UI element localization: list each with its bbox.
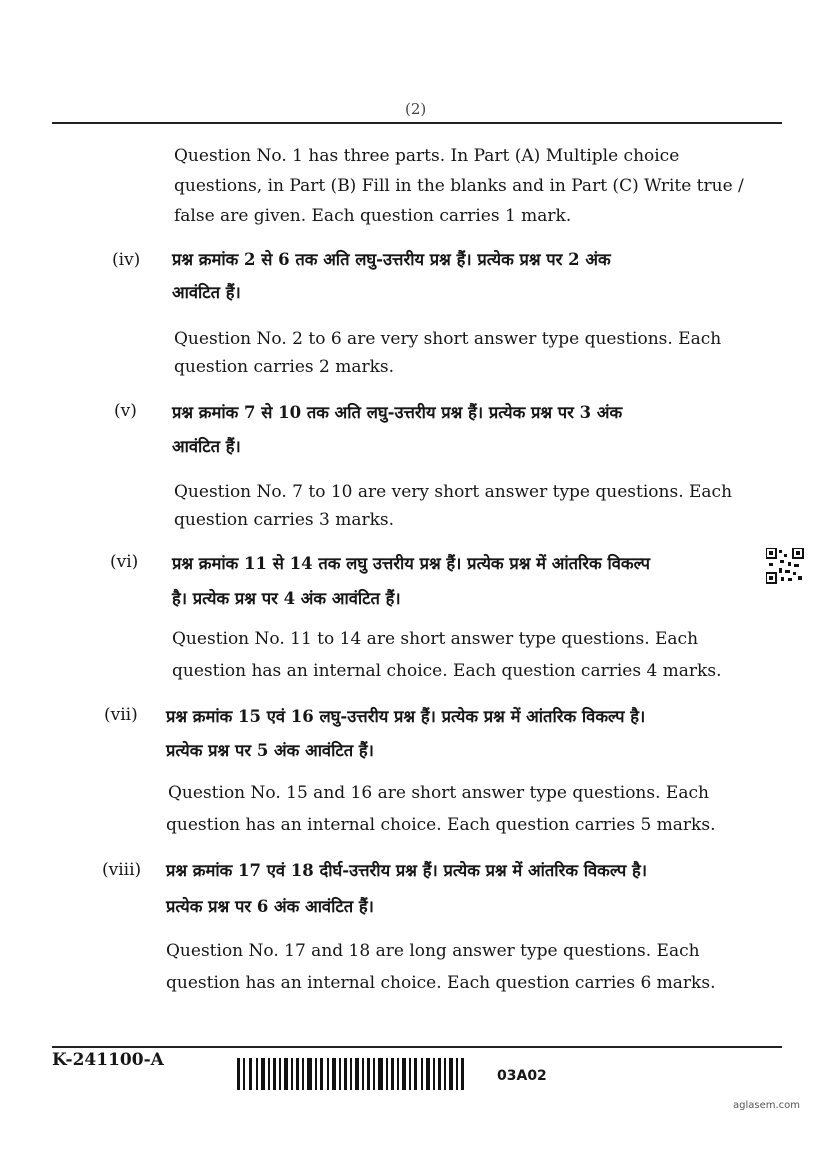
watermark: aglasem.com xyxy=(733,1100,801,1111)
english-line: question carries 2 marks. xyxy=(174,357,395,377)
english-line: Question No. 11 to 14 are short answer type questions. Each xyxy=(172,629,699,649)
english-line: questions, in Part (B) Fill in the blanks and in Part (C) Write true / xyxy=(174,176,744,196)
hindi-line: आवंटित हैं। xyxy=(172,283,241,302)
hindi-line: प्रत्येक प्रश्न पर 6 अंक आवंटित हैं। xyxy=(166,897,374,916)
instruction-number: (iv) xyxy=(112,250,141,270)
english-line: Question No. 1 has three parts. In Part (A) Multiple choice xyxy=(174,146,680,166)
hindi-line: प्रश्न क्रमांक 17 एवं 18 दीर्घ-उत्तरीय प्रश्न हैं। प्रत्येक प्रश्न में आंतरिक विकल्प है। xyxy=(166,861,648,880)
english-line: false are given. Each question carries 1 mark. xyxy=(174,206,572,226)
english-line: Question No. 15 and 16 are short answer type questions. Each xyxy=(168,783,709,803)
english-line: question has an internal choice. Each question carries 4 marks. xyxy=(172,661,722,681)
page-number: (2) xyxy=(405,100,427,118)
hindi-line: है। प्रत्येक प्रश्न पर 4 अंक आवंटित हैं। xyxy=(172,589,401,608)
hindi-line: प्रश्न क्रमांक 15 एवं 16 लघु-उत्तरीय प्रश्न हैं। प्रत्येक प्रश्न में आंतरिक विकल्प है। xyxy=(166,707,646,726)
top-rule xyxy=(52,122,782,124)
bottom-rule xyxy=(52,1046,782,1048)
instruction-number: (vii) xyxy=(104,705,138,725)
english-line: Question No. 7 to 10 are very short answer type questions. Each xyxy=(174,482,733,502)
english-line: Question No. 2 to 6 are very short answer type questions. Each xyxy=(174,329,722,349)
instruction-number: (v) xyxy=(114,401,137,421)
english-line: Question No. 17 and 18 are long answer type questions. Each xyxy=(166,941,700,961)
barcode-icon xyxy=(237,1058,465,1090)
hindi-line: प्रश्न क्रमांक 7 से 10 तक अति लघु-उत्तरीय प्रश्न हैं। प्रत्येक प्रश्न पर 3 अंक xyxy=(172,403,623,422)
series-code: 03A02 xyxy=(497,1068,547,1084)
qr-code-icon xyxy=(766,548,804,584)
hindi-line: आवंटित हैं। xyxy=(172,437,241,456)
instruction-number: (vi) xyxy=(110,552,139,572)
hindi-line: प्रश्न क्रमांक 2 से 6 तक अति लघु-उत्तरीय प्रश्न हैं। प्रत्येक प्रश्न पर 2 अंक xyxy=(172,250,611,269)
instruction-number: (viii) xyxy=(102,860,142,880)
english-line: question carries 3 marks. xyxy=(174,510,395,530)
english-line: question has an internal choice. Each question carries 5 marks. xyxy=(166,815,716,835)
hindi-line: प्रत्येक प्रश्न पर 5 अंक आवंटित हैं। xyxy=(166,741,374,760)
paper-code: K-241100-A xyxy=(52,1050,164,1070)
hindi-line: प्रश्न क्रमांक 11 से 14 तक लघु उत्तरीय प्रश्न हैं। प्रत्येक प्रश्न में आंतरिक विकल्प xyxy=(172,554,651,573)
english-line: question has an internal choice. Each question carries 6 marks. xyxy=(166,973,716,993)
